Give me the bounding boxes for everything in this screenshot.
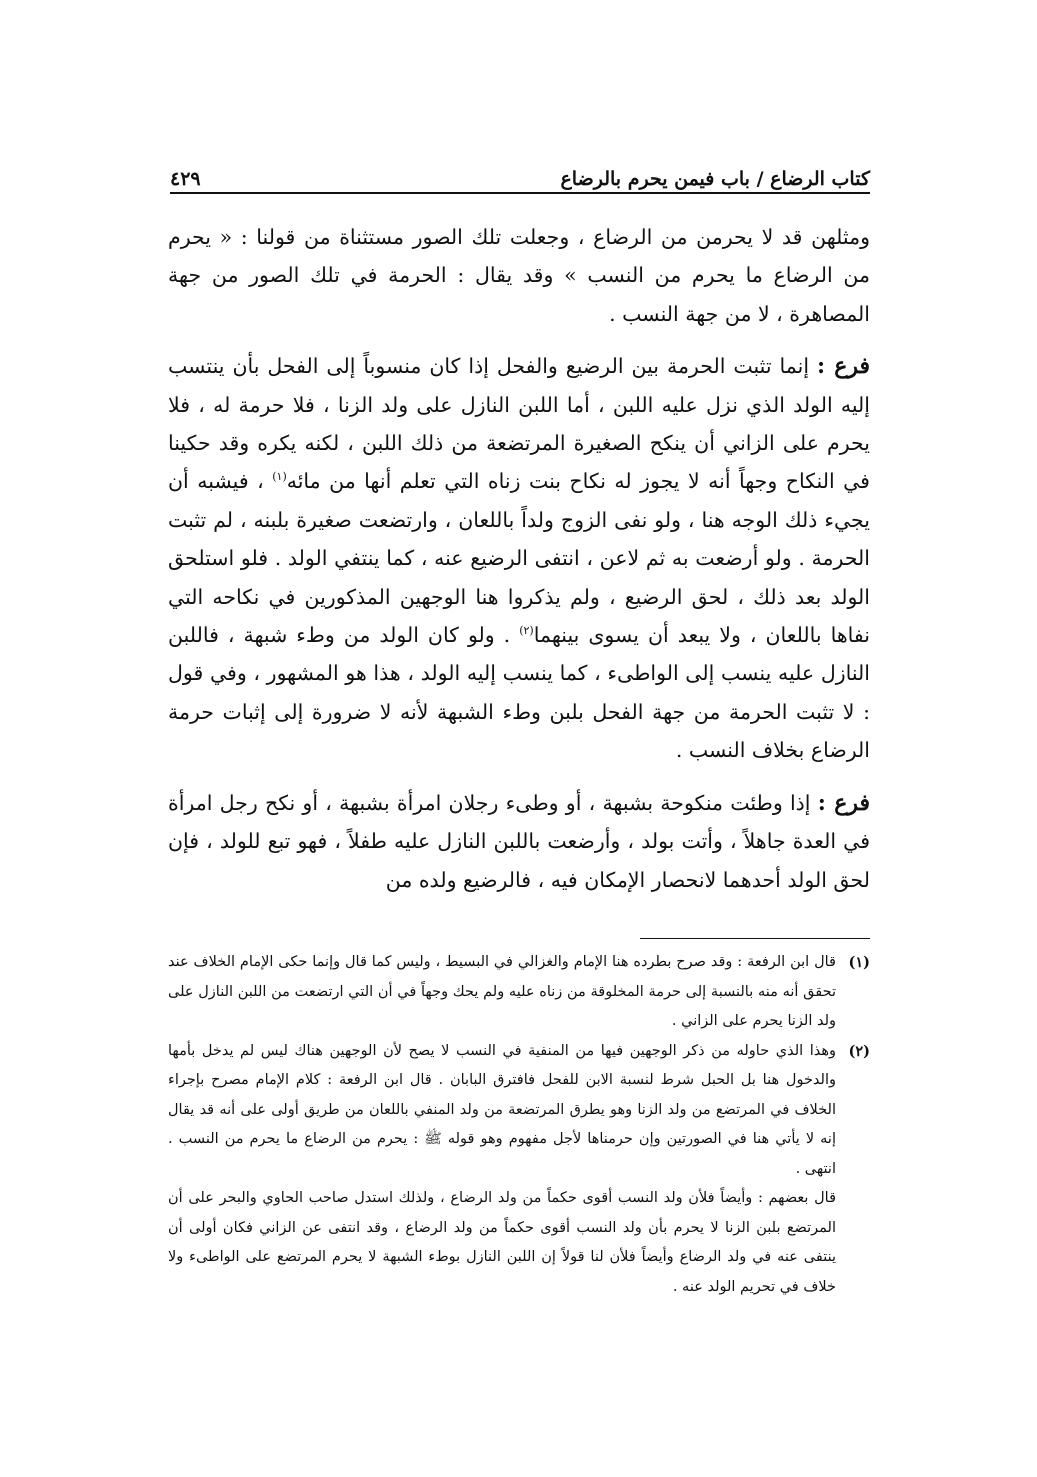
paragraph-2-text-a: إنما تثبت الحرمة بين الرضيع والفحل إذا كان منسوباً إلى الفحل بأن ينتسب إليه الولد الذي نزل عليه اللبن ، أما اللبن النازل على ولد الزنا ، فلا حرمة له ، فلا يحرم على الزاني أن ينكح الصغيرة المرتضعة من ذلك اللبن ، لكنه يكره وقد حكينا في النكاح وجهاً أنه لا يجوز له نكاح بنت زناه التي تعلم أنها من مائه	[168, 354, 870, 494]
paragraph-2-text-c: . ولو كان الولد من وطء شبهة ، فاللبن النازل عليه ينسب إلى الواطىء ، كما ينسب إليه الولد ، هذا هو المشهور ، وفي قول : لا تثبت الحرمة من جهة الفحل بلبن وطء الشبهة لأنه لا ضرورة إلى إثبات حرمة الرضاع بخلاف النسب .	[168, 623, 870, 763]
footnote-text	[168, 1037, 836, 1303]
running-header	[170, 150, 870, 190]
paragraph-2-text-b: ، فيشبه أن يجيء ذلك الوجه هنا ، ولو نفى الزوج ولداً باللعان ، وارتضعت صغيرة بلبنه ، لم تثبت الحرمة . ولو أرضعت به ثم لاعن ، انتفى الرضيع عنه ، كما ينتفي الولد . فلو استلحق الولد بعد ذلك ، لحق الرضيع ، ولم يذكروا هنا الوجهين المذكورين في نكاحه التي نفاها باللعان ، ولا يبعد أن يسوى بينهما	[168, 469, 870, 648]
footnote-text	[168, 948, 836, 1037]
footnote-divider	[640, 938, 870, 939]
header-divider	[170, 192, 870, 194]
footnote-number: (١)	[848, 954, 870, 971]
footnote-2-text: وهذا الذي حاوله من ذكر الوجهين فيها من المنفية في النسب لا يصح لأن الوجهين هناك ليس لم يدخل بأمها والدخول هنا بل الحبل شرط لنسبة الابن للفحل فافترق البابان . قال ابن الرفعة : كلام الإمام مصرح بإجراء الخلاف في المرتضع من ولد الزنا وهو يطرق المرتضعة من ولد المنفي باللعان من طريق أولى على أنه قد يقال إنه لا يأتي هنا في الصورتين وإن حرمناها لأجل مفهوم وهو قوله ﷺ : يحرم من الرضاع ما يحرم من النسب . انتهى .	[168, 1042, 836, 1177]
footnote-2	[168, 1037, 870, 1303]
footnote-ref-2[interactable]: (٢)	[519, 624, 534, 638]
footnote-2-text-continued: قال بعضهم : وأيضاً فلأن ولد النسب أقوى حكماً من ولد الرضاع ، ولذلك استدل صاحب الحاوي والبحر على أن المرتضع بلبن الزنا لا يحرم بأن ولد النسب أقوى حكماً من ولد الرضاع ، وقد انتفى عن الزاني فكان أولى أن ينتفى عنه في ولد الرضاع وأيضاً فلأن لنا قولاً إن اللبن النازل بوطء الشبهة لا يحرم المرتضع على الواطىء ولا خلاف في تحريم الولد عنه .	[168, 1190, 836, 1295]
paragraph-1: ومثلهن قد لا يحرمن من الرضاع ، وجعلت تلك الصور مستثناة من قولنا : « يحرم من الرضاع ما يحرم من النسب » وقد يقال : الحرمة في تلك الصور من جهة المصاهرة ، لا من جهة النسب .	[168, 225, 870, 326]
footnote-1	[168, 948, 870, 1037]
page-number: ٤٢٩	[170, 168, 201, 190]
paragraph-3-text: إذا وطئت منكوحة بشبهة ، أو وطىء رجلان امرأة بشبهة ، أو نكح رجل امرأة في العدة جاهلاً ، وأتت بولد ، وأرضعت باللبن النازل عليه طفلاً ، فهو تبع للولد ، فإن لحق الولد أحدهما لانحصار الإمكان فيه ، فالرضيع ولده من	[168, 790, 870, 892]
footnotes	[168, 948, 870, 1302]
footnote-1-text: قال ابن الرفعة : وقد صرح بطرده هنا الإمام والغزالي في البسيط ، وليس كما قال وإنما حكى الإمام الخلاف عند تحقق أنه منه بالنسبة إلى حرمة المخلوقة من زناه عليه ولم يحك وجهاً في أن التي ارتضعت من اللبن النازل على ولد الزنا يحرم على الزاني .	[168, 954, 836, 1029]
footnote-number: (٢)	[848, 1042, 870, 1060]
fara-label: فرع :	[817, 353, 871, 380]
footnote-ref-1[interactable]: (١)	[272, 470, 287, 484]
paragraph-2	[168, 347, 870, 769]
running-title: كتاب الرضاع / باب فيمن يحرم بالرضاع	[560, 168, 870, 190]
paragraph-3	[168, 784, 870, 899]
fara-label: فرع :	[817, 789, 870, 816]
main-text	[168, 218, 870, 913]
